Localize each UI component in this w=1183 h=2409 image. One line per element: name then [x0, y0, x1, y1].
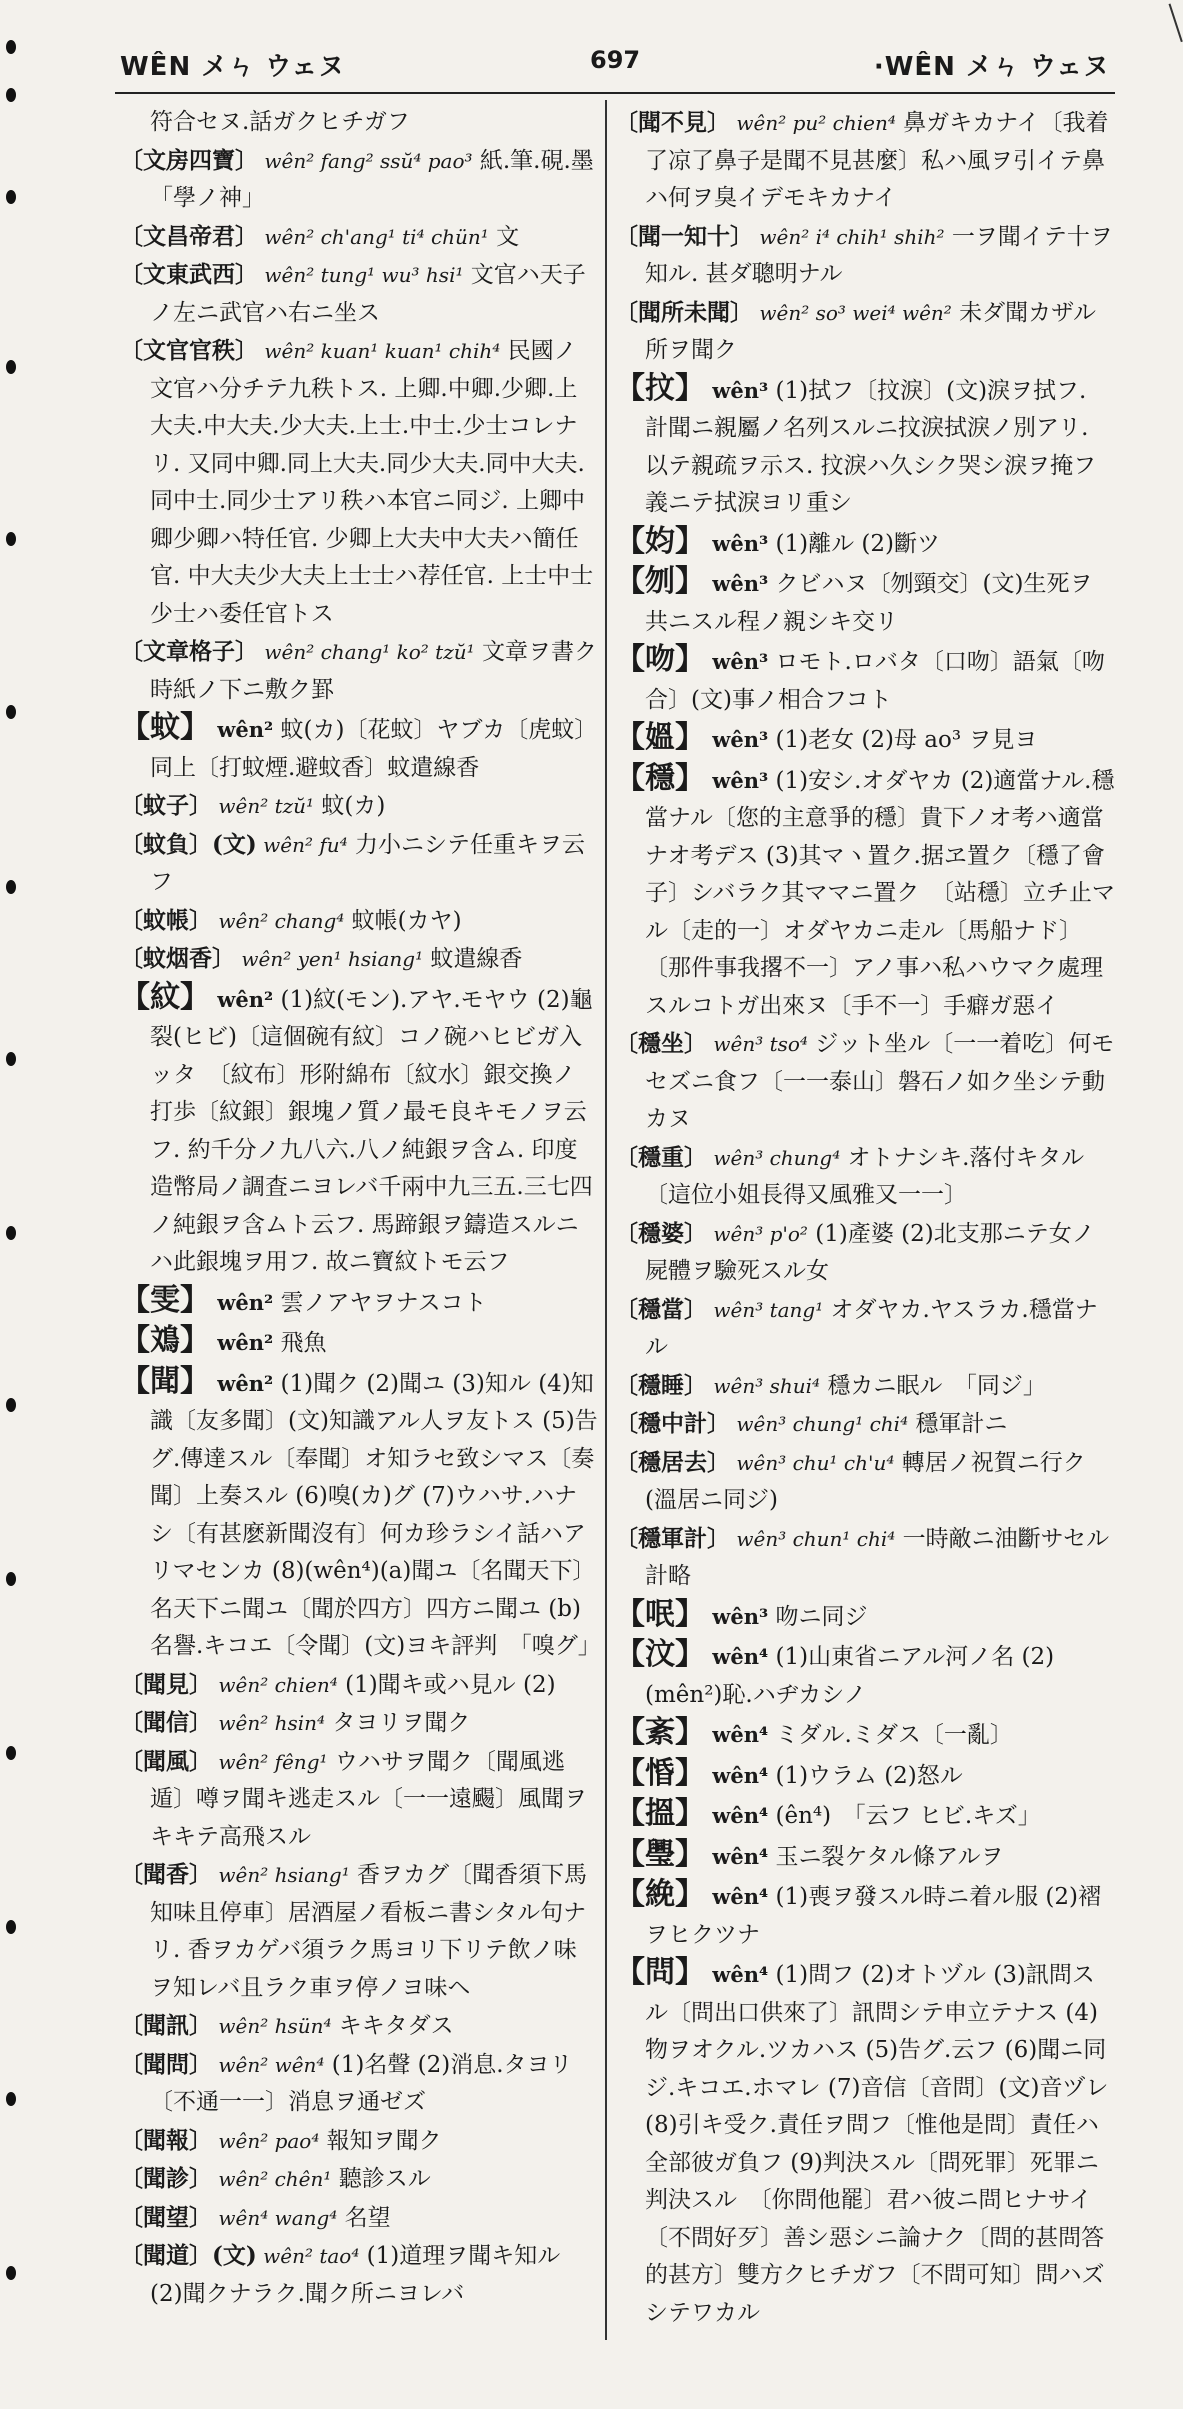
entry-definition: (1)名聲 (2)消息.タヨリ〔不通一一〕消息ヲ通ゼズ — [150, 2051, 573, 2115]
entry-romanization: wên² yen¹ hsiang¹ — [235, 947, 424, 971]
entry-headword: 〔蚊子〕 — [120, 792, 212, 819]
entry-definition: (1)產婆 (2)北支那ニテ女ノ屍體ヲ驗死スル女 — [645, 1220, 1095, 1284]
entry-headword: 【絻】 — [615, 1877, 705, 1912]
dictionary-entry — [615, 1755, 1115, 1796]
entry-definition: 未ダ聞カザル所ヲ聞ク — [645, 299, 1096, 363]
dictionary-entry — [120, 2160, 598, 2199]
entry-definition: 蚊(カ)〔花蚊〕ヤブカ〔虎蚊〕同上〔打蚊煙.避蚊香〕蚊遣線香 — [150, 717, 598, 781]
binding-hole — [6, 1052, 16, 1066]
dictionary-entry — [120, 332, 598, 633]
binding-hole — [6, 880, 16, 894]
entry-headword: 【蚊】 — [120, 710, 210, 745]
entry-definition: 吻ニ同ジ — [768, 1603, 868, 1630]
column-divider — [605, 100, 607, 2340]
binding-hole — [6, 1398, 16, 1412]
entry-definition: (1)紋(モン).アヤ.モヤウ (2)龜裂(ヒビ)〔這個碗有紋〕コノ碗ハヒビガ入ッタ 〔紋布〕形附綿布〔紋水〕銀交換ノ打歩〔紋銀〕銀塊ノ質ノ最モ良キモノヲ云フ. 約千分ノ九八六.八ノ純銀ヲ含ム. 印度造幣局ノ調査ニヨレバ千兩中九三五.三七四ノ純銀ヲ含ムト云フ. 馬蹄銀ヲ鑄造スルニハ此銀塊ヲ用フ. 故ニ寶紋トモ云フ — [150, 986, 593, 1275]
entry-definition: 穩軍計ニ — [908, 1411, 1008, 1437]
dictionary-entry — [615, 1215, 1115, 1291]
dictionary-entry — [615, 563, 1115, 641]
dictionary-entry — [120, 1704, 598, 1743]
entry-definition: 蚊(カ) — [314, 793, 386, 819]
dictionary-entry — [615, 523, 1115, 564]
dictionary-entry — [120, 142, 640, 218]
entry-romanization: wên² hsin⁴ — [212, 1711, 326, 1735]
entry-headword: 〔穩中計〕 — [615, 1410, 730, 1437]
entry-headword: 【媼】 — [615, 720, 705, 755]
dictionary-entry — [120, 1363, 601, 1666]
entry-definition: クビハヌ〔刎頸交〕(文)生死ヲ共ニスル程ノ親シキ交リ — [645, 571, 1093, 635]
entry-headword: 【刎】 — [615, 564, 705, 599]
entry-definition: (1)離ル (2)斷ツ — [768, 530, 940, 557]
entry-headword: 〔穩睡〕 — [615, 1371, 707, 1399]
entry-definition: 飛魚 — [273, 1330, 327, 1356]
entry-definition: オトナシキ.落付キタル〔這位小姐長得又風雅又一一〕 — [645, 1144, 1085, 1208]
entry-headword: 〔聞問〕 — [120, 2050, 212, 2078]
entry-romanization: wên² i⁴ chih¹ shih² — [753, 224, 945, 249]
entry-headword: 〔穩婆〕 — [615, 1219, 707, 1247]
entry-headword: 【穩】 — [615, 760, 705, 796]
page-header — [120, 46, 1110, 86]
entry-romanization: wên³ — [705, 571, 769, 596]
entry-headword: 〔聞道〕(文) — [120, 2242, 257, 2269]
header-left-title: WÊN メㄣ ウェヌ — [120, 52, 346, 82]
entry-headword: 【雯】 — [120, 1282, 210, 1318]
entry-romanization: wên² chien⁴ — [212, 1672, 338, 1697]
entry-definition: 一時敵ニ油斷サセル計略 — [645, 1525, 1110, 1589]
entry-definition: 玉ニ裂ケタル條アルヲ — [768, 1843, 1004, 1870]
dictionary-entry — [120, 826, 598, 902]
entry-definition: (1)老女 (2)母 ao³ ヲ見ヨ — [768, 727, 1038, 753]
entry-romanization: wên² — [210, 1289, 274, 1315]
entry-definition: 聽診スル — [331, 2166, 431, 2192]
dictionary-entry — [615, 294, 1115, 370]
entry-romanization: wên² — [210, 986, 274, 1012]
dictionary-entry — [120, 104, 598, 142]
entry-romanization: wên⁴ — [705, 1843, 769, 1869]
dictionary-entry — [615, 1954, 1115, 2332]
entry-headword: 〔聞見〕 — [120, 1670, 212, 1698]
entry-definition: タヨリヲ聞ク — [325, 1710, 471, 1736]
dictionary-entry — [120, 218, 598, 257]
entry-definition: ジット坐ル〔一一着吃〕何モセズニ食フ〔一一泰山〕磐石ノ如ク坐シテ動カヌ — [645, 1031, 1115, 1132]
entry-romanization: wên³ p'o² — [707, 1221, 808, 1246]
entry-headword: 【汶】 — [615, 1637, 705, 1672]
dictionary-entry — [615, 1596, 1115, 1637]
entry-headword: 【呡】 — [615, 1596, 705, 1632]
entry-definition: (1)道理ヲ聞キ知ル (2)聞クナラク.聞ク所ニヨレバ — [150, 2243, 561, 2307]
dictionary-entry — [120, 1666, 598, 1705]
dictionary-entry — [120, 633, 598, 709]
entry-romanization: wên² fu⁴ — [256, 832, 348, 857]
dictionary-entry — [120, 2122, 598, 2161]
entry-definition: (1)聞ク (2)聞ユ (3)知ル (4)知識〔友多聞〕(文)知識アル人ヲ友トス (5)告グ.傳達スル〔奉聞〕オ知ラセ致シマス〔奏聞〕上奏スル (6)嗅(カ)グ (7)ウハサ.ハナシ〔有甚麽新聞沒有〕何カ珍ラシイ話ハアリマセンカ (8)(wên⁴)(a)聞ユ〔名聞天下〕名天下ニ聞ユ〔聞於四方〕四方ニ聞ユ (b)名譽.キコエ〔令聞〕(文)ヨキ評判 「嗅グ」 — [150, 1370, 601, 1659]
entry-definition: ロモト.ロバタ〔口吻〕語氣〔吻合〕(文)事ノ相合フコト — [645, 649, 1105, 713]
dictionary-entry — [615, 1405, 1115, 1444]
entry-headword: 【璺】 — [615, 1836, 705, 1872]
entry-definition: (1)問フ (2)オトヅル (3)訊問スル〔問出口供來了〕訊問シテ申立テナス (4)物ヲオクル.ツカハス (5)告グ.云フ (6)聞ニ同ジ.キコエ.ホマレ (7)音信〔音問〕(文)音ヅレ (8)引キ受ク.責任ヲ問フ〔惟他是問〕責任ハ全部彼ガ負フ (9)判決スル〔問死罪〕死罪ニ判決スル 〔你問他罷〕君ハ彼ニ問ヒナサイ〔不問好歹〕善シ惡シニ論ナク〔問的甚問答的甚方〕雙方クヒチガフ〔不問可知〕問ハズシテワカル — [645, 1962, 1109, 2326]
entry-headword: 〔文東武西〕 — [120, 261, 258, 288]
entry-definition: キキタダス — [331, 2013, 454, 2039]
entry-romanization: wên⁴ wang⁴ — [212, 2205, 338, 2230]
dictionary-entry — [120, 2237, 598, 2313]
dictionary-entry — [615, 719, 1115, 760]
entry-headword: 〔穩當〕 — [615, 1295, 707, 1323]
entry-headword: 〔聞望〕 — [120, 2203, 212, 2231]
dictionary-entry — [120, 2007, 598, 2046]
entry-romanization: wên² tao⁴ — [256, 2244, 360, 2268]
entry-romanization: wên³ chun¹ chi⁴ — [730, 1526, 896, 1551]
entry-romanization: wên² tung¹ wu³ hsi¹ — [258, 263, 464, 287]
entry-headword: 〔聞風〕 — [120, 1747, 212, 1775]
entry-headword: 〔聞信〕 — [120, 1709, 212, 1736]
entry-definition: 香ヲカグ〔聞香須下馬知味且停車〕居酒屋ノ看板ニ書シタル句ナリ. 香ヲカゲバ須ラク馬ヨリ下リテ飲ノ味ヲ知レバ且ラク車ヲ停ノヨ味ヘ — [150, 1862, 588, 2001]
entry-headword: 【問】 — [615, 1955, 705, 1990]
dictionary-entry — [120, 1743, 598, 1857]
entry-headword: 〔文章格子〕 — [120, 638, 258, 665]
entry-headword: 〔聞一知十〕 — [615, 222, 753, 250]
entry-definition: 文 — [488, 223, 520, 250]
dictionary-entry — [615, 1714, 1115, 1755]
dictionary-entry — [120, 2046, 598, 2122]
binding-hole — [6, 2092, 16, 2106]
entry-definition: 文章ヲ書ク時紙ノ下ニ敷ク罫 — [150, 639, 597, 703]
entry-romanization: wên⁴ — [705, 1962, 769, 1987]
entry-romanization: wên⁴ — [705, 1644, 769, 1669]
entry-headword: 〔蚊帳〕 — [120, 906, 212, 934]
entry-romanization: wên³ — [705, 649, 769, 674]
entry-headword: 【抆】 — [615, 370, 705, 406]
entry-romanization: wên⁴ — [705, 1884, 769, 1909]
entry-romanization: wên² fang² ssŭ⁴ pao³ — [258, 148, 473, 173]
dictionary-entry — [120, 787, 598, 826]
entry-definition: (1)喪ヲ發スル時ニ着ル服 (2)褶ヲヒクツナ — [645, 1884, 1101, 1948]
entry-headword: 〔聞訊〕 — [120, 2012, 212, 2039]
entry-romanization: wên² — [210, 1370, 274, 1396]
entry-romanization: wên² so³ wei⁴ wên² — [753, 300, 952, 325]
dictionary-entry — [615, 218, 1115, 294]
dictionary-entry — [120, 1856, 598, 2007]
entry-headword: 〔文昌帝君〕 — [120, 222, 258, 250]
entry-definition: (1)聞キ或ハ見ル (2) — [337, 1671, 556, 1698]
entry-romanization: wên³ — [705, 377, 769, 403]
entry-definition: 一ヲ聞イテ十ヲ知ル. 甚ダ聰明ナル — [645, 223, 1113, 287]
right-column — [615, 104, 1115, 2334]
entry-headword: 〔聞報〕 — [120, 2126, 212, 2154]
binding-hole — [6, 532, 16, 546]
entry-headword: 【㚬】 — [615, 523, 705, 559]
entry-headword: 〔穩坐〕 — [615, 1030, 707, 1057]
binding-hole — [6, 1572, 16, 1586]
entry-headword: 【鳼】 — [120, 1323, 210, 1358]
dictionary-entry — [615, 1636, 1115, 1714]
entry-romanization: wên² tzŭ¹ — [212, 794, 315, 818]
header-rule — [115, 92, 1115, 94]
entry-romanization: wên² hsün⁴ — [212, 2014, 332, 2038]
entry-definition: ミダル.ミダス〔一亂〕 — [768, 1722, 1013, 1748]
entry-definition: (1)ウラム (2)怒ル — [768, 1762, 963, 1789]
entry-romanization: wên² kuan¹ kuan¹ chih⁴ — [258, 339, 501, 363]
entry-headword: 〔聞不見〕 — [615, 109, 730, 136]
dictionary-entry — [615, 760, 1115, 1026]
entry-definition: 轉居ノ祝賀ニ行ク(溫居ニ同ジ) — [645, 1449, 1086, 1513]
header-right-title: ·WÊN メㄣ ウェヌ — [873, 52, 1110, 82]
entry-definition: オダヤカ.ヤスラカ.穩當ナル — [645, 1296, 1098, 1360]
entry-romanization: wên³ tso⁴ — [707, 1032, 808, 1056]
entry-romanization: wên³ shui⁴ — [707, 1373, 821, 1398]
entry-headword: 〔文官官秩〕 — [120, 337, 258, 364]
entry-definition: ウハサヲ聞ク〔聞風逃遁〕噂ヲ聞キ逃走スル〔一一遠颺〕風聞ヲキキテ高飛スル — [150, 1748, 587, 1850]
entry-romanization: wên⁴ — [705, 1762, 769, 1788]
entry-romanization: wên² — [210, 717, 274, 742]
entry-definition: 文官ハ天子ノ左ニ武官ハ右ニ坐ス — [150, 262, 586, 326]
entry-definition: (1)山東省ニアル河ノ名 (2)(mên²)恥.ハヂカシノ — [645, 1644, 1055, 1708]
binding-hole — [6, 40, 16, 54]
binding-hole — [6, 1226, 16, 1240]
entry-definition: 蚊帳(カヤ) — [344, 907, 462, 934]
entry-definition: 紙.筆.硯.墨 「學ノ神」 — [150, 147, 640, 211]
binding-hole — [6, 360, 16, 374]
dictionary-entry — [615, 104, 1115, 218]
entry-romanization: wên⁴ — [705, 1803, 769, 1828]
entry-headword: 〔聞香〕 — [120, 1861, 212, 1888]
entry-romanization: wên³ chung⁴ — [707, 1145, 841, 1170]
entry-headword: 【聞】 — [120, 1363, 210, 1399]
entry-definition: 蚊遣線香 — [423, 946, 523, 972]
dictionary-entry — [120, 709, 598, 787]
entry-headword: 〔穩重〕 — [615, 1143, 707, 1171]
entry-romanization: wên² chang⁴ — [212, 908, 345, 933]
entry-romanization: wên² wên⁴ — [212, 2052, 325, 2077]
binding-hole — [6, 1920, 16, 1934]
left-column — [120, 104, 640, 2334]
entry-romanization: wên³ chung¹ chi⁴ — [730, 1412, 909, 1436]
entry-definition: (1)安シ.オダヤカ (2)適當ナル.穩當ナル〔您的主意爭的穩〕貴下ノオ考ハ適當ナオ考デス (3)其マヽ置ク.据ヱ置ク〔穩了會子〕シバラク其ママニ置ク 〔站穩〕立チ止マル〔走的一〕オダヤカニ走ル〔馬船ナド〕〔那件事我撂不一〕アノ事ハ私ハウマク處理スルコトガ出來ヌ〔手不一〕手癖ガ惡イ — [645, 767, 1115, 1019]
entry-romanization: wên³ tang¹ — [707, 1297, 824, 1322]
entry-romanization: wên³ — [705, 1603, 769, 1629]
binding-holes — [0, 0, 40, 2409]
entry-definition: 穩カニ眠ル 「同ジ」 — [820, 1372, 1046, 1399]
entry-headword: 〔文房四寶〕 — [120, 146, 258, 174]
entry-definition: 力小ニシテ任重キヲ云フ — [150, 831, 585, 895]
entry-headword: 〔穩軍計〕 — [615, 1524, 730, 1552]
entry-definition: 報知ヲ聞ク — [319, 2127, 442, 2154]
entry-definition: 名望 — [337, 2204, 391, 2231]
entry-romanization: wên² hsiang¹ — [212, 1863, 350, 1887]
entry-headword: 【搵】 — [615, 1796, 705, 1831]
entry-headword: 〔蚊負〕(文) — [120, 830, 257, 858]
entry-romanization: wên² chang¹ ko² tzŭ¹ — [258, 640, 475, 664]
dictionary-entry — [615, 1025, 1115, 1139]
binding-hole — [6, 2266, 16, 2280]
binding-hole — [6, 705, 16, 719]
dictionary-entry — [120, 902, 598, 941]
entry-headword: 〔聞診〕 — [120, 2165, 212, 2192]
dictionary-entry — [615, 1836, 1115, 1877]
margin-mark — [1155, 4, 1183, 47]
entry-headword: 【吻】 — [615, 642, 705, 677]
entry-definition: (1)拭フ〔抆淚〕(文)淚ヲ拭フ. 計聞ニ親屬ノ名列スルニ抆淚拭淚ノ別アリ. 以テ親疏ヲ示ス. 抆淚ハ久シク哭シ淚ヲ掩フ義ニテ拭淚ヨリ重シ — [645, 377, 1097, 516]
binding-hole — [6, 190, 16, 204]
dictionary-entry — [615, 370, 1115, 523]
entry-romanization: wên² — [210, 1330, 274, 1355]
dictionary-entry — [615, 1139, 1115, 1215]
entry-romanization: wên³ — [705, 727, 769, 752]
entry-definition: 符合セヌ.話ガクヒチガフ — [150, 109, 410, 135]
dictionary-entry — [615, 1291, 1115, 1367]
entry-definition: 雲ノアヤヲナスコト — [273, 1289, 487, 1316]
entry-romanization: wên² ch'ang¹ ti⁴ chün¹ — [258, 224, 489, 249]
dictionary-entry — [120, 1322, 598, 1363]
entry-romanization: wên³ — [705, 530, 769, 556]
binding-hole — [6, 1746, 16, 1760]
entry-headword: 【惛】 — [615, 1755, 705, 1791]
entry-headword: 〔穩居去〕 — [615, 1448, 730, 1476]
dictionary-entry — [615, 1444, 1115, 1520]
entry-romanization: wên² chên¹ — [212, 2167, 332, 2191]
dictionary-entry — [120, 1282, 598, 1323]
entry-headword: 〔聞所未聞〕 — [615, 298, 753, 326]
dictionary-entry — [615, 1876, 1115, 1954]
entry-definition: (ên⁴) 「云フ ヒビ.キズ」 — [768, 1803, 1041, 1829]
page-number: 697 — [590, 46, 641, 74]
entry-romanization: wên³ chu¹ ch'u⁴ — [730, 1450, 895, 1475]
dictionary-entry — [615, 1520, 1115, 1596]
entry-headword: 〔蚊烟香〕 — [120, 945, 235, 972]
entry-definition: 鼻ガキカナイ〔我着了凉了鼻子是聞不見甚麼〕私ハ風ヲ引イテ鼻ハ何ヲ臭イデモキカナイ — [645, 110, 1109, 211]
entry-romanization: wên³ — [705, 767, 769, 793]
dictionary-entry — [120, 256, 598, 332]
dictionary-entry — [615, 641, 1115, 719]
dictionary-entry — [120, 2199, 598, 2238]
entry-definition: 民國ノ文官ハ分チテ九秩トス. 上卿.中卿.少卿.上大夫.中大夫.少大夫.上士.中士.少士コレナリ. 又同中卿.同上大夫.同少大夫.同中大夫.同中士.同少士アリ秩ハ本官ニ同ジ. 上卿中卿少卿ハ特任官. 少卿上大夫中大夫ハ簡任官. 中大夫少大夫上士士ハ荐任官. 上士中士少士ハ委任官トス — [150, 338, 594, 627]
entry-headword: 【紋】 — [120, 979, 210, 1015]
dictionary-entry — [615, 1367, 1115, 1406]
entry-romanization: wên² fêng¹ — [212, 1749, 328, 1774]
entry-romanization: wên⁴ — [705, 1722, 769, 1747]
dictionary-entry — [120, 940, 598, 979]
entry-romanization: wên² pu² chien⁴ — [730, 111, 896, 135]
dictionary-entry — [615, 1795, 1115, 1836]
entry-headword: 【紊】 — [615, 1715, 705, 1750]
dictionary-entry — [120, 979, 598, 1282]
binding-hole — [6, 88, 16, 102]
entry-romanization: wên² pao⁴ — [212, 2128, 320, 2153]
